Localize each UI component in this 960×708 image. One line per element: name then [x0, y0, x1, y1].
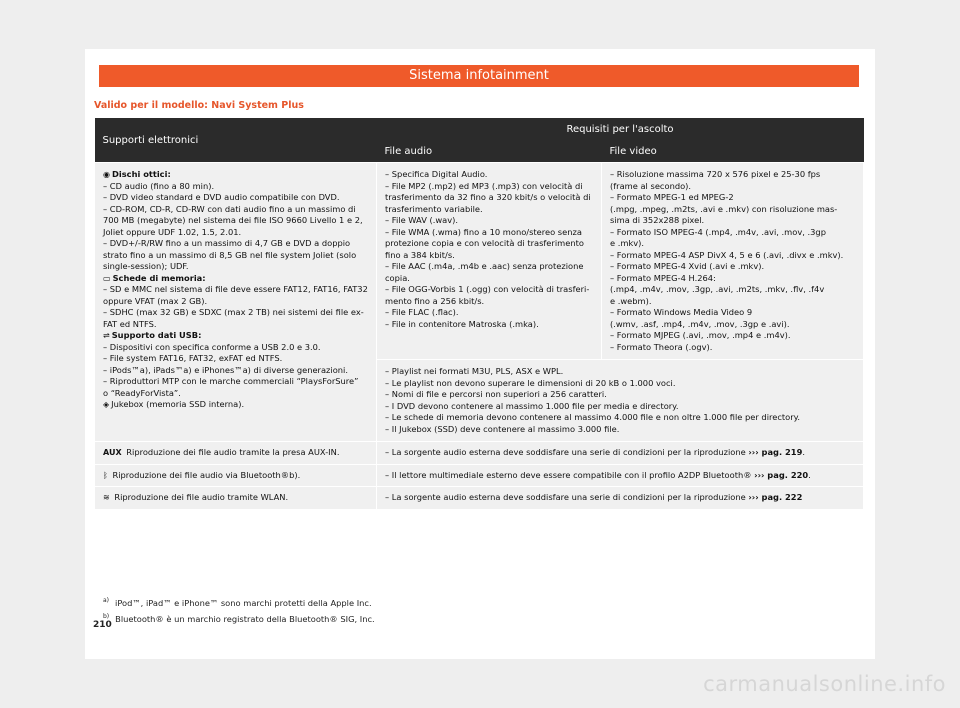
disc-icon: ◉ — [103, 170, 110, 179]
model-subtitle: Valido per il modello: Navi System Plus — [94, 100, 304, 111]
bluetooth-req-cell: – Il lettore multimediale esterno deve essere compatibile con il profilo A2DP Bluetooth® ››› pag. 220. — [377, 464, 864, 487]
jukebox-icon: ◈ — [103, 400, 110, 409]
memory-card-icon: ▭ — [103, 273, 111, 283]
video-cell: – Risoluzione massima 720 x 576 pixel e 25-30 fps (frame al secondo). – Formato MPEG-1 ed MPEG-2 (.mpg, .mpeg, .m2ts, .avi e .mkv) con risoluzione mas- sima di 352x288 pixel. – Formato ISO MPEG-4 (.mp4, .m4v, .avi, .mov, .3gp e .mkv). – Formato MPEG-4 ASP DivX 4, 5 e 6 (.avi, .divx e .mkv). – Formato MPEG-4 Xvid (.avi e .mkv). – Formato MPEG-4 H.264: (.mp4, .m4v, .mov, .3gp, .avi, .m2ts, .mkv, .flv, .f4v e .webm). – Formato Windows Media Video 9 (.wmv, .asf, .mp4, .m4v, .mov, .3gp e .avi). – Formato MJPEG (.avi, .mov, .mp4 e .m4v). – Formato Theora (.ogv). — [602, 163, 864, 360]
page-ref-link[interactable]: ››› pag. 219 — [748, 447, 803, 457]
wlan-label-cell: ≋ Riproduzione dei file audio tramite WLAN. — [95, 487, 377, 510]
audio-cell: – Specifica Digital Audio. – File MP2 (.mp2) ed MP3 (.mp3) con velocità di trasferimento da 32 fino a 320 kbit/s o velocità di trasferimento variabile. – File WAV (.wav). – File WMA (.wma) fino a 10 mono/stereo senza protezione copia e con velocità di trasferimento fino a 384 kbit/s. – File AAC (.m4a, .m4b e .aac) senza protezione copia. – File OGG-Vorbis 1 (.ogg) con velocità di trasferi- mento fino a 256 kbit/s. – File FLAC (.flac). – File in contenitore Matroska (.mka). — [377, 163, 602, 360]
manual-page — [85, 49, 875, 659]
usb-icon: ⇌ — [103, 331, 110, 340]
header-title: Sistema infotainment — [409, 68, 549, 83]
supporti-cell: ◉ Dischi ottici: – CD audio (fino a 80 min). – DVD video standard e DVD audio compatibile con DVD. – CD-ROM, CD-R, CD-RW con dati audio fino a un massimo di 700 MB (megabyte) nel sistema dei file ISO 9660 Livello 1 e 2, Joliet oppure UDF 1.02, 1.5, 2.01. – DVD+/-R/RW fino a un massimo di 4,7 GB e DVD a doppio strato fino a un massimo di 8,5 GB nel file system Joliet (solo single-session); UDF. ▭ Schede di memoria: – SD e MMC nel sistema di file deve essere FAT12, FAT16, FAT32 oppure VFAT (max 2 GB). – SDHC (max 32 GB) e SDXC (max 2 TB) nei sistemi dei file ex- FAT ed NTFS. ⇌ Supporto dati USB: – Dispositivi con specifica conforme a USB 2.0 e 3.0. – File system FAT16, FAT32, exFAT ed NTFS. – iPods™a), iPads™a) e iPhones™a) di diverse generazioni. – Riproduttori MTP con le marche commerciali “PlaysForSure” o “ReadyForVista”. ◈ Jukebox (memoria SSD interna). — [95, 163, 377, 442]
col-header-supporti: Supporti elettronici — [95, 118, 377, 163]
playlist-cell: – Playlist nei formati M3U, PLS, ASX e WPL. – Le playlist non devono superare le dimensioni di 20 kB o 1.000 voci. – Nomi di file e percorsi non superiori a 256 caratteri. – I DVD devono contenere al massimo 1.000 file per media e directory. – Le schede di memoria devono contenere al massimo 4.000 file e non oltre 1.000 file per directory. – Il Jukebox (SSD) deve contenere al massimo 3.000 file. — [377, 360, 864, 442]
footnote-a: $^{a)}$ iPod™, iPad™ e iPhone™ sono marchi protetti della Apple Inc. — [103, 597, 372, 608]
wifi-icon: ≋ — [103, 493, 110, 502]
col-header-audio: File audio — [377, 140, 602, 163]
wlan-req-cell: – La sorgente audio esterna deve soddisfare una serie di condizioni per la riproduzione ››› pag. 222 — [377, 487, 864, 510]
watermark: carmanualsonline.info — [703, 672, 946, 696]
aux-req-cell: – La sorgente audio esterna deve soddisfare una serie di condizioni per la riproduzione ››› pag. 219. — [377, 442, 864, 465]
footnote-b: $^{b)}$ Bluetooth® è un marchio registrato della Bluetooth® SIG, Inc. — [103, 612, 375, 624]
col-header-requisiti: Requisiti per l'ascolto — [377, 118, 864, 140]
requirements-table — [94, 118, 864, 510]
aux-icon: AUX — [103, 448, 122, 457]
bluetooth-label-cell: ᛒ Riproduzione dei file audio via Bluetooth®b). — [95, 464, 377, 487]
col-header-video: File video — [602, 140, 864, 163]
bluetooth-icon: ᛒ — [103, 470, 108, 480]
page-ref-link[interactable]: ››› pag. 222 — [748, 492, 803, 502]
page-header — [99, 65, 859, 87]
page-number: 210 — [93, 620, 112, 630]
page-ref-link[interactable]: ››› pag. 220 — [754, 469, 809, 480]
aux-label-cell: AUX Riproduzione dei file audio tramite la presa AUX-IN. — [95, 442, 377, 465]
footnotes — [103, 594, 375, 626]
